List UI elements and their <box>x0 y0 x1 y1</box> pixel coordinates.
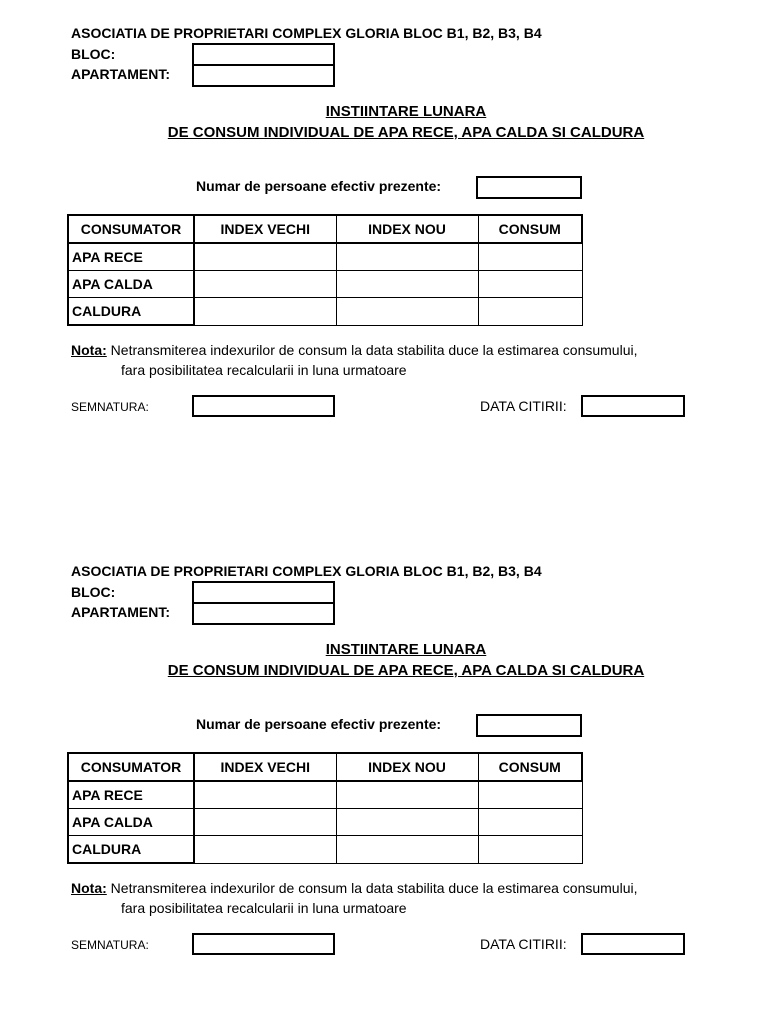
consum-cell[interactable] <box>478 781 582 809</box>
column-header-consumator: CONSUMATOR <box>68 215 194 243</box>
row-label-caldura: CALDURA <box>68 836 194 864</box>
table-header-row <box>68 215 582 243</box>
index-nou-cell[interactable] <box>336 781 478 809</box>
column-header-index-nou: INDEX NOU <box>336 753 478 781</box>
index-vechi-cell[interactable] <box>194 298 336 326</box>
persons-field[interactable] <box>476 714 582 737</box>
index-nou-cell[interactable] <box>336 298 478 326</box>
column-header-consum: CONSUM <box>478 215 582 243</box>
consum-cell[interactable] <box>478 271 582 298</box>
nota-label: Nota: <box>71 880 107 896</box>
persons-label: Numar de persoane efectiv prezente: <box>196 716 442 732</box>
notice-title: INSTIINTARE LUNARA <box>325 103 487 120</box>
date-label: DATA CITIRII: <box>480 398 567 414</box>
bloc-label: BLOC: <box>71 584 116 600</box>
index-nou-cell[interactable] <box>336 836 478 864</box>
index-nou-cell[interactable] <box>336 271 478 298</box>
nota-text-line2: fara posibilitatea recalcularii in luna urmatoare <box>121 900 407 916</box>
notice-subtitle: DE CONSUM INDIVIDUAL DE APA RECE, APA CALDA SI CALDURA <box>167 662 645 679</box>
row-label-apa-calda: APA CALDA <box>68 271 194 298</box>
nota-label: Nota: <box>71 342 107 358</box>
index-vechi-cell[interactable] <box>194 809 336 836</box>
table-row <box>68 271 582 298</box>
column-header-consum: CONSUM <box>478 753 582 781</box>
table-row <box>68 781 582 809</box>
date-field[interactable] <box>581 933 685 955</box>
table-row <box>68 809 582 836</box>
table-header-row <box>68 753 582 781</box>
column-header-consumator: CONSUMATOR <box>68 753 194 781</box>
index-vechi-cell[interactable] <box>194 781 336 809</box>
consum-cell[interactable] <box>478 809 582 836</box>
consumption-table <box>67 752 583 864</box>
nota-text-line1: Netransmiterea indexurilor de consum la data stabilita duce la estimarea consumului, <box>110 342 638 358</box>
association-header: ASOCIATIA DE PROPRIETARI COMPLEX GLORIA BLOC B1, B2, B3, B4 <box>71 563 542 579</box>
consum-cell[interactable] <box>478 836 582 864</box>
nota-paragraph <box>71 342 638 358</box>
consumption-table <box>67 214 583 326</box>
association-header: ASOCIATIA DE PROPRIETARI COMPLEX GLORIA BLOC B1, B2, B3, B4 <box>71 25 542 41</box>
bloc-field[interactable] <box>192 43 335 66</box>
index-vechi-cell[interactable] <box>194 836 336 864</box>
table-row <box>68 298 582 326</box>
signature-label: SEMNATURA: <box>71 400 149 414</box>
index-nou-cell[interactable] <box>336 809 478 836</box>
apartament-label: APARTAMENT: <box>71 604 171 620</box>
persons-label: Numar de persoane efectiv prezente: <box>196 178 442 194</box>
column-header-index-nou: INDEX NOU <box>336 215 478 243</box>
table-row <box>68 836 582 864</box>
bloc-label: BLOC: <box>71 46 116 62</box>
nota-text-line2: fara posibilitatea recalcularii in luna urmatoare <box>121 362 407 378</box>
bloc-field[interactable] <box>192 581 335 604</box>
signature-field[interactable] <box>192 933 335 955</box>
date-label: DATA CITIRII: <box>480 936 567 952</box>
notice-form-2 <box>0 538 768 978</box>
table-row <box>68 243 582 271</box>
signature-field[interactable] <box>192 395 335 417</box>
apartament-field[interactable] <box>192 602 335 625</box>
index-vechi-cell[interactable] <box>194 271 336 298</box>
notice-title: INSTIINTARE LUNARA <box>325 641 487 658</box>
nota-paragraph <box>71 880 638 896</box>
persons-field[interactable] <box>476 176 582 199</box>
row-label-apa-rece: APA RECE <box>68 243 194 271</box>
apartament-field[interactable] <box>192 64 335 87</box>
column-header-index-vechi: INDEX VECHI <box>194 215 336 243</box>
consum-cell[interactable] <box>478 298 582 326</box>
signature-label: SEMNATURA: <box>71 938 149 952</box>
apartament-label: APARTAMENT: <box>71 66 171 82</box>
row-label-apa-calda: APA CALDA <box>68 809 194 836</box>
row-label-caldura: CALDURA <box>68 298 194 326</box>
consum-cell[interactable] <box>478 243 582 271</box>
date-field[interactable] <box>581 395 685 417</box>
notice-subtitle: DE CONSUM INDIVIDUAL DE APA RECE, APA CALDA SI CALDURA <box>167 124 645 141</box>
nota-text-line1: Netransmiterea indexurilor de consum la data stabilita duce la estimarea consumului, <box>110 880 638 896</box>
index-nou-cell[interactable] <box>336 243 478 271</box>
notice-form-1 <box>0 0 768 440</box>
column-header-index-vechi: INDEX VECHI <box>194 753 336 781</box>
row-label-apa-rece: APA RECE <box>68 781 194 809</box>
index-vechi-cell[interactable] <box>194 243 336 271</box>
